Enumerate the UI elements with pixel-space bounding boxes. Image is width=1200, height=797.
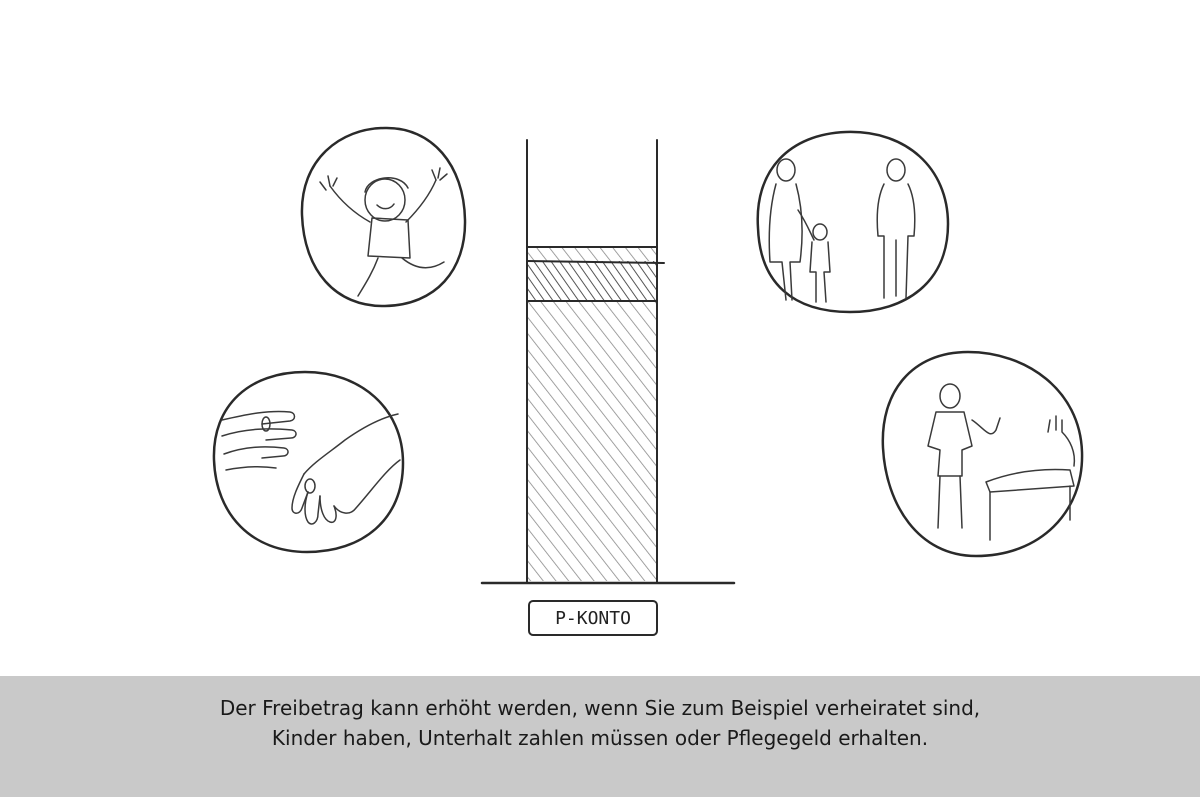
account-column (482, 140, 734, 583)
protected-balance-fill (528, 301, 656, 581)
account-label (529, 601, 657, 635)
caption-line-2: Kinder haben, Unterhalt zahlen müssen oder Pflegegeld erhalten. (271, 726, 929, 750)
allowance-top-band (528, 261, 656, 301)
child-icon (302, 128, 465, 306)
family-icon (758, 132, 948, 312)
caption (100, 693, 1100, 753)
increased-allowance-band (528, 247, 656, 261)
married-couple-hands-icon (214, 372, 403, 552)
account-label-text: P-KONTO (555, 608, 631, 629)
caregiver-icon (883, 352, 1082, 556)
caption-line-1: Der Freibetrag kann erhöht werden, wenn Sie zum Beispiel verheiratet sind, (219, 696, 981, 720)
caption-band (0, 676, 1200, 797)
